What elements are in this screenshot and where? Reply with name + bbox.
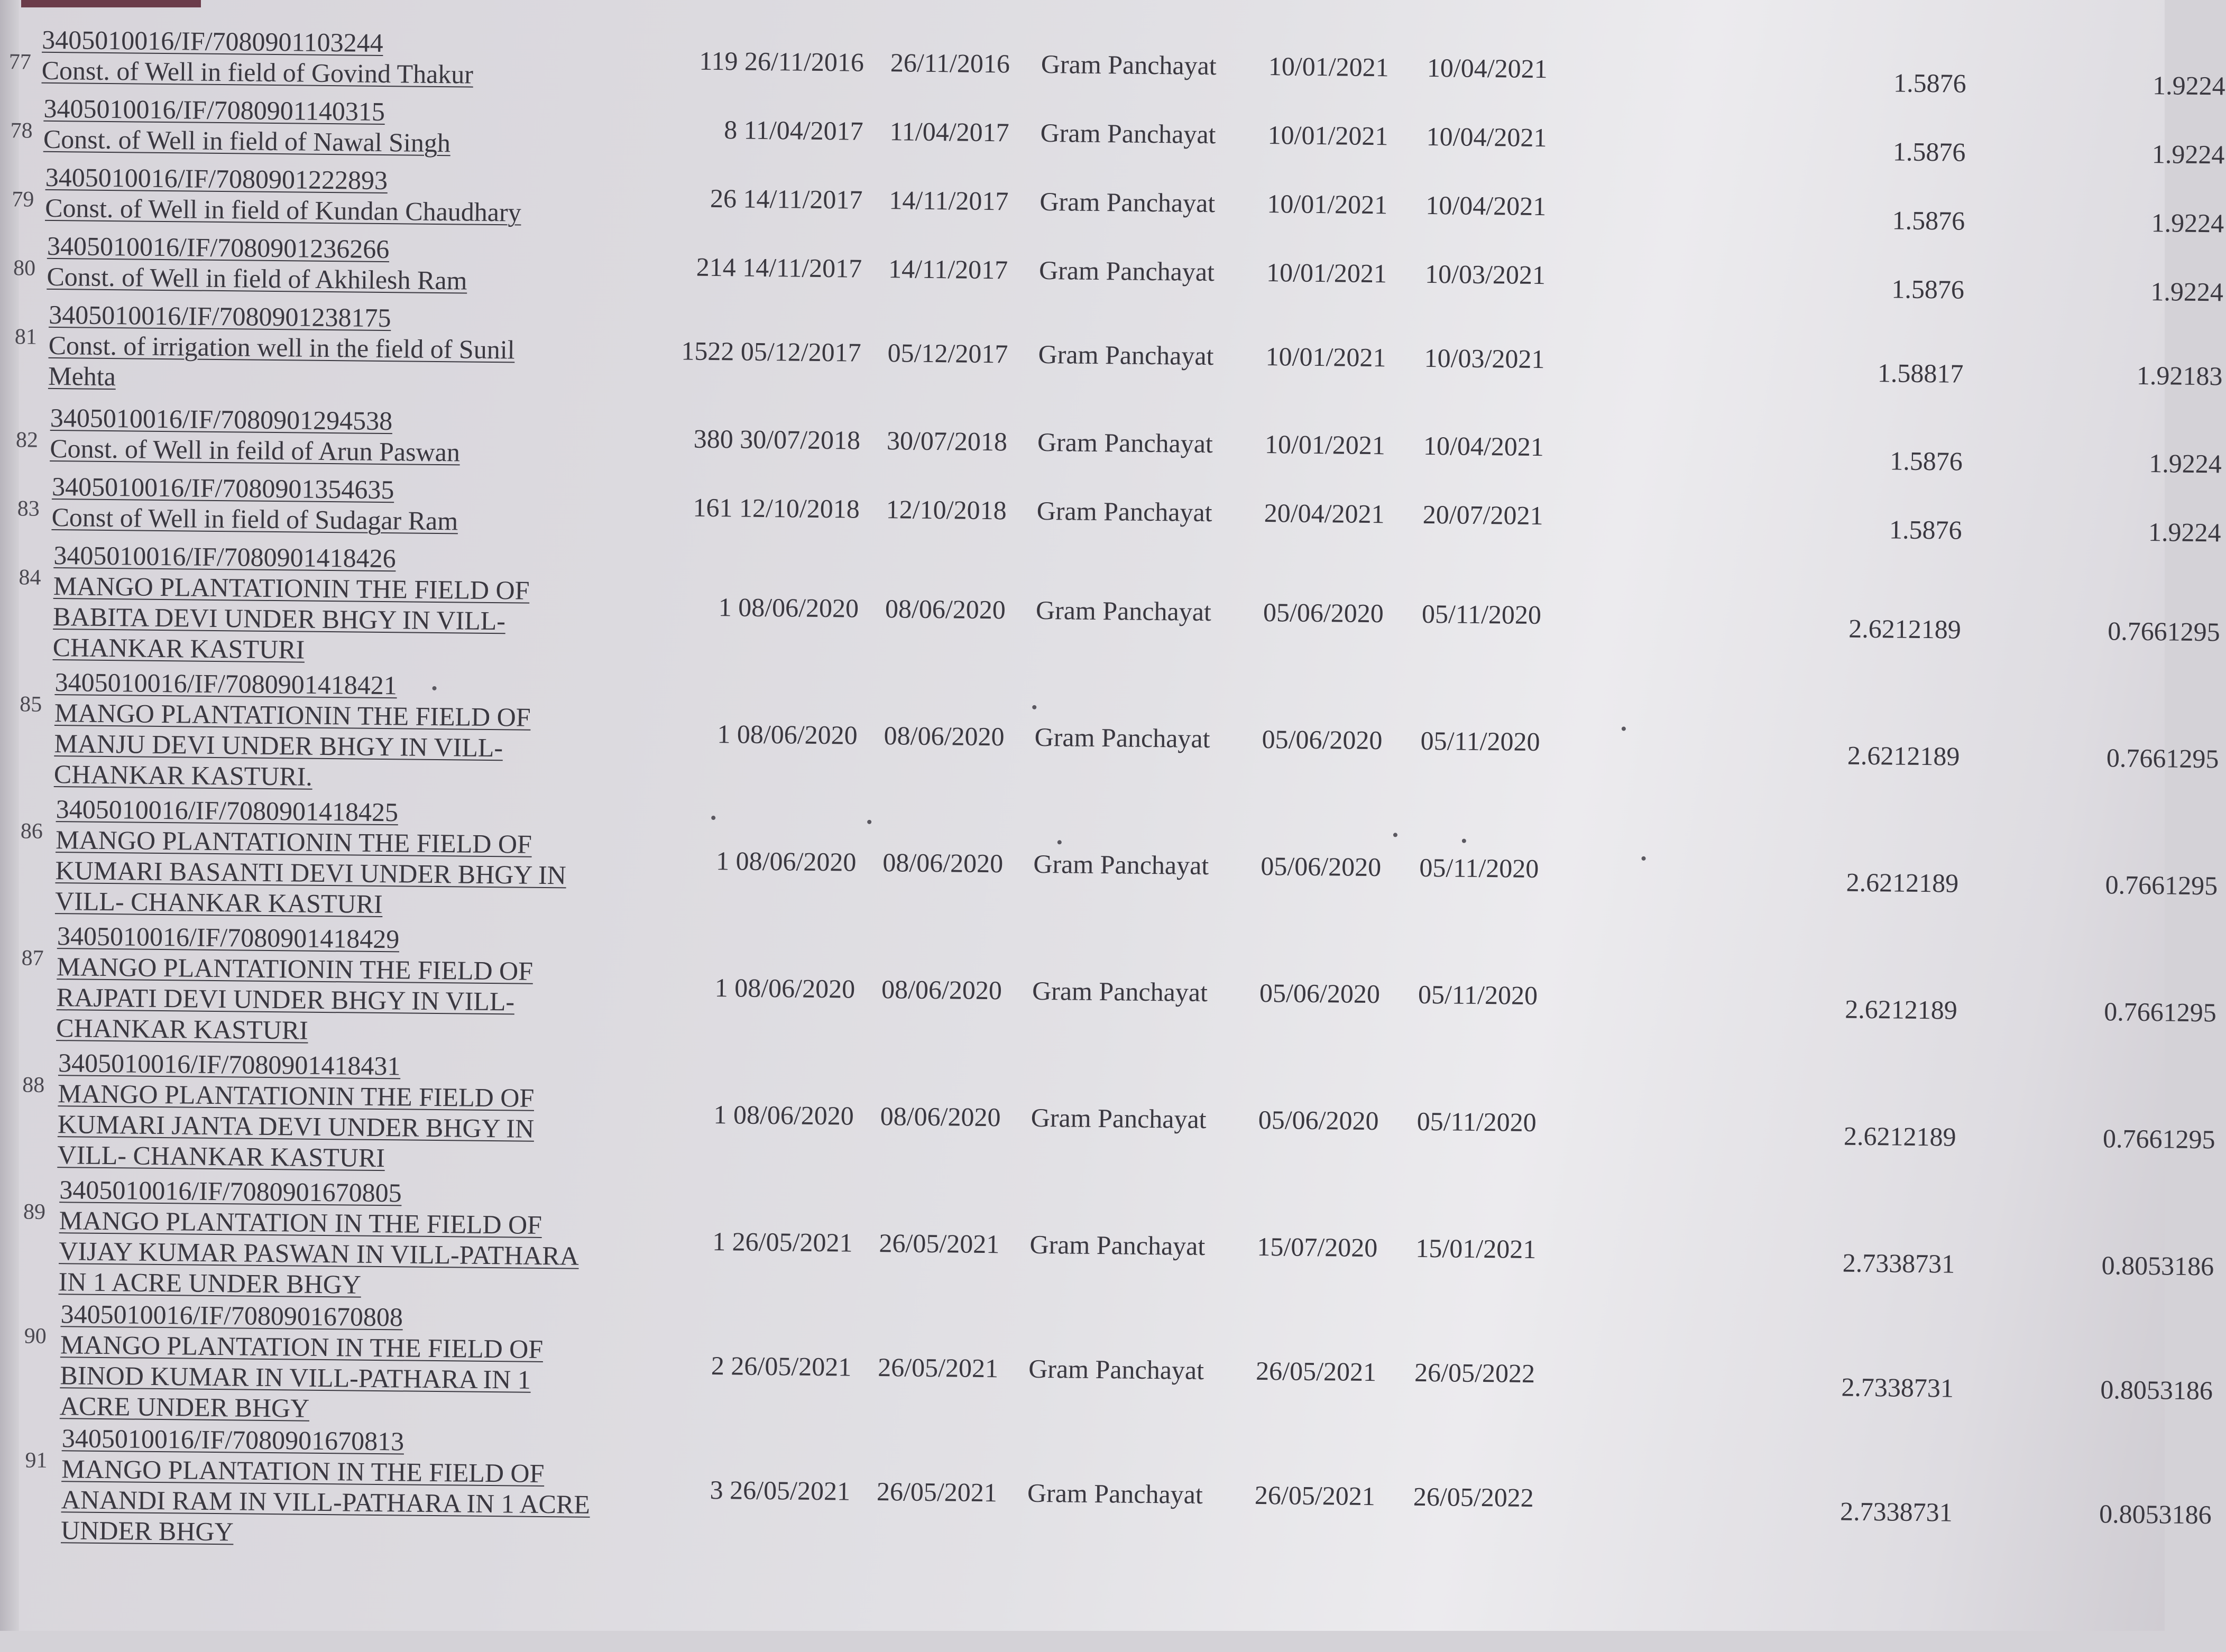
work-description-line: MANGO PLANTATIONIN THE FIELD OF: [58, 1078, 535, 1113]
end-date: 10/04/2021: [1423, 430, 1544, 462]
work-code: 3405010016/IF/7080901222893: [45, 162, 388, 196]
executing-agency: Gram Panchayat: [1028, 1353, 1204, 1385]
amount-value-2: 1.9224: [2149, 448, 2222, 479]
row-serial-number: 91: [25, 1448, 48, 1473]
row-description: [45, 162, 574, 228]
end-date: 10/04/2021: [1427, 52, 1548, 84]
scan-speck: [1622, 727, 1626, 731]
quantity-and-date: 1 08/06/2020: [715, 846, 857, 877]
work-description-line: CHANKAR KASTURI: [52, 632, 305, 665]
start-date: 10/01/2021: [1268, 51, 1389, 82]
row-description: [52, 540, 582, 668]
row-description: [41, 24, 571, 91]
work-code: 3405010016/IF/7080901670808: [60, 1299, 403, 1332]
end-date: 15/01/2021: [1415, 1233, 1537, 1264]
start-date: 10/01/2021: [1266, 257, 1387, 289]
end-date: 05/11/2020: [1418, 979, 1538, 1010]
executing-agency: Gram Panchayat: [1040, 117, 1216, 150]
scan-speck: [1057, 840, 1062, 844]
amount-value-2: 0.8053186: [2100, 1374, 2213, 1406]
work-description-line: Const. of irrigation well in the field of Sunil: [48, 330, 515, 365]
work-code: 3405010016/IF/7080901418425: [56, 794, 399, 827]
quantity-and-date: 1 08/06/2020: [713, 1100, 854, 1131]
end-date: 20/07/2021: [1422, 499, 1543, 531]
work-date: 14/11/2017: [889, 185, 1009, 216]
work-description-line: MANJU DEVI UNDER BHGY IN VILL-: [54, 728, 503, 763]
start-date: 05/06/2020: [1261, 851, 1382, 882]
work-description-line: Const. of Well in field of Nawal Singh: [43, 124, 451, 158]
row-description: [51, 471, 581, 538]
start-date: 10/01/2021: [1267, 189, 1388, 220]
amount-value-1: 2.6212189: [1847, 740, 1960, 771]
row-serial-number: 90: [24, 1324, 47, 1349]
quantity-and-date: 1 08/06/2020: [718, 592, 859, 623]
end-date: 10/03/2021: [1424, 343, 1545, 374]
amount-value-2: 0.7661295: [2104, 996, 2217, 1028]
amount-value-2: 0.7661295: [2105, 870, 2218, 901]
start-date: 15/07/2020: [1257, 1231, 1378, 1263]
row-description: [50, 402, 579, 469]
end-date: 10/04/2021: [1426, 121, 1547, 153]
work-code: 3405010016/IF/7080901238175: [49, 299, 391, 333]
executing-agency: Gram Panchayat: [1027, 1478, 1203, 1509]
executing-agency: Gram Panchayat: [1038, 339, 1214, 371]
amount-value-1: 2.7338731: [1839, 1496, 1953, 1527]
amount-value-2: 0.8053186: [2101, 1250, 2214, 1281]
quantity-and-date: 26 14/11/2017: [710, 183, 863, 215]
work-description-line: BINOD KUMAR IN VILL-PATHARA IN 1: [60, 1360, 531, 1395]
amount-value-2: 0.7661295: [2106, 743, 2219, 774]
row-description: [61, 1423, 591, 1551]
work-date: 08/06/2020: [882, 847, 1004, 879]
quantity-and-date: 3 26/05/2021: [710, 1475, 851, 1506]
work-code: 3405010016/IF/7080901418431: [58, 1048, 401, 1081]
work-description-line: RAJPATI DEVI UNDER BHGY IN VILL-: [56, 982, 515, 1017]
executing-agency: Gram Panchayat: [1031, 1102, 1207, 1134]
start-date: 26/05/2021: [1255, 1355, 1377, 1387]
row-description: [47, 230, 576, 297]
executing-agency: Gram Panchayat: [1032, 975, 1208, 1008]
work-description-line: ANANDI RAM IN VILL-PATHARA IN 1 ACRE: [61, 1484, 591, 1519]
row-serial-number: 80: [13, 256, 36, 281]
work-code: 3405010016/IF/7080901670813: [61, 1423, 404, 1456]
end-date: 05/11/2020: [1421, 598, 1542, 630]
work-description-line: VILL- CHANKAR KASTURI: [54, 886, 383, 919]
work-code: 3405010016/IF/7080901140315: [43, 93, 385, 126]
row-serial-number: 77: [8, 50, 32, 75]
row-description: [57, 1047, 587, 1175]
row-description: [55, 793, 585, 921]
work-description-line: CHANKAR KASTURI.: [53, 759, 313, 791]
executing-agency: Gram Panchayat: [1029, 1229, 1206, 1261]
scan-speck: [433, 686, 437, 690]
scan-speck: [1462, 839, 1466, 843]
executing-agency: Gram Panchayat: [1035, 595, 1212, 627]
work-date: 26/11/2016: [890, 48, 1010, 79]
amount-value-2: 1.9224: [2148, 517, 2221, 548]
work-description-line: KUMARI JANTA DEVI UNDER BHGY IN: [57, 1109, 535, 1143]
work-date: 26/05/2021: [879, 1228, 1000, 1259]
row-serial-number: 89: [23, 1199, 46, 1224]
work-description-line: Const. of Well in field of Kundan Chaudhary: [44, 192, 521, 227]
amount-value-1: 1.5876: [1892, 205, 1965, 236]
start-date: 26/05/2021: [1254, 1480, 1376, 1511]
start-date: 05/06/2020: [1263, 597, 1384, 629]
work-description-line: MANGO PLANTATIONIN THE FIELD OF: [57, 952, 533, 986]
start-date: 05/06/2020: [1259, 977, 1381, 1009]
amount-value-2: 1.9224: [2151, 139, 2225, 170]
work-description-line: CHANKAR KASTURI: [56, 1013, 309, 1045]
scan-speck: [711, 816, 715, 820]
executing-agency: Gram Panchayat: [1036, 495, 1212, 528]
end-date: 05/11/2020: [1420, 725, 1540, 757]
work-code: 3405010016/IF/7080901103244: [42, 24, 383, 58]
row-description: [48, 299, 578, 396]
scan-speck: [1393, 833, 1397, 837]
row-description: [60, 1298, 590, 1426]
work-date: 14/11/2017: [888, 254, 1008, 285]
executing-agency: Gram Panchayat: [1037, 427, 1213, 459]
row-serial-number: 84: [19, 565, 41, 590]
work-date: 08/06/2020: [885, 594, 1006, 625]
work-code: 3405010016/IF/7080901236266: [47, 230, 390, 264]
amount-value-1: 2.6212189: [1846, 867, 1959, 898]
quantity-and-date: 8 11/04/2017: [724, 115, 863, 146]
executing-agency: Gram Panchayat: [1038, 255, 1215, 287]
scan-speck: [867, 820, 871, 824]
row-serial-number: 78: [10, 118, 33, 143]
work-description-line: Mehta: [48, 361, 116, 392]
work-description-line: UNDER BHGY: [60, 1515, 234, 1547]
quantity-and-date: 380 30/07/2018: [693, 423, 861, 455]
quantity-and-date: 1 08/06/2020: [714, 973, 856, 1004]
executing-agency: Gram Panchayat: [1033, 848, 1209, 881]
work-code: 3405010016/IF/7080901418429: [57, 921, 400, 954]
work-description-line: IN 1 ACRE UNDER BHGY: [58, 1267, 362, 1299]
start-date: 05/06/2020: [1258, 1104, 1379, 1136]
amount-value-2: 1.92183: [2136, 360, 2223, 391]
work-description-line: Const. of Well in feild of Arun Paswan: [50, 433, 461, 467]
work-date: 08/06/2020: [884, 721, 1005, 752]
work-date: 11/04/2017: [889, 116, 1009, 147]
amount-value-1: 1.5876: [1891, 274, 1965, 304]
amount-value-2: 1.9224: [2150, 276, 2224, 307]
quantity-and-date: 1 26/05/2021: [712, 1226, 853, 1258]
row-description: [58, 1174, 588, 1302]
row-serial-number: 82: [15, 428, 39, 453]
row-serial-number: 85: [19, 692, 42, 717]
work-description-line: MANGO PLANTATION IN THE FIELD OF: [61, 1454, 545, 1489]
end-date: 10/03/2021: [1424, 259, 1546, 290]
end-date: 05/11/2020: [1416, 1106, 1537, 1137]
work-date: 26/05/2021: [876, 1476, 998, 1508]
end-date: 26/05/2022: [1413, 1481, 1534, 1512]
work-date: 08/06/2020: [881, 974, 1002, 1005]
work-description-line: MANGO PLANTATIONIN THE FIELD OF: [54, 698, 531, 732]
scan-speck: [1032, 705, 1036, 709]
amount-value-2: 1.9224: [2152, 70, 2225, 101]
start-date: 10/01/2021: [1265, 342, 1386, 373]
work-date: 08/06/2020: [880, 1101, 1001, 1132]
start-date: 10/01/2021: [1267, 120, 1388, 151]
amount-value-2: 0.7661295: [2102, 1123, 2215, 1155]
quantity-and-date: 214 14/11/2017: [696, 252, 862, 283]
row-serial-number: 79: [12, 187, 34, 212]
start-date: 05/06/2020: [1262, 724, 1383, 755]
amount-value-1: 1.5876: [1893, 68, 1966, 98]
amount-value-1: 1.58817: [1877, 358, 1964, 389]
start-date: 20/04/2021: [1264, 497, 1385, 529]
row-description: [54, 667, 584, 795]
end-date: 26/05/2022: [1414, 1357, 1535, 1388]
amount-value-1: 2.6212189: [1848, 613, 1962, 644]
work-description-line: VIJAY KUMAR PASWAN IN VILL-PATHARA: [59, 1236, 579, 1271]
amount-value-1: 1.5876: [1890, 446, 1963, 476]
work-description-line: Const. of Well in field of Govind Thakur: [41, 55, 474, 89]
work-date: 12/10/2018: [886, 494, 1007, 525]
quantity-and-date: 119 26/11/2016: [699, 45, 864, 77]
work-description-line: MANGO PLANTATIONIN THE FIELD OF: [55, 825, 532, 859]
executing-agency: Gram Panchayat: [1040, 186, 1216, 218]
executing-agency: Gram Panchayat: [1034, 722, 1210, 754]
work-description-line: MANGO PLANTATION IN THE FIELD OF: [59, 1205, 542, 1240]
amount-value-2: 0.8053186: [2099, 1499, 2212, 1530]
work-description-line: MANGO PLANTATIONIN THE FIELD OF: [53, 571, 530, 605]
quantity-and-date: 161 12/10/2018: [693, 492, 860, 524]
work-description-line: VILL- CHANKAR KASTURI: [57, 1140, 385, 1173]
quantity-and-date: 1522 05/12/2017: [681, 336, 861, 367]
row-serial-number: 88: [22, 1073, 45, 1097]
row-description: [43, 93, 573, 160]
start-date: 10/01/2021: [1264, 429, 1386, 460]
amount-value-2: 0.7661295: [2107, 616, 2220, 647]
executing-agency: Gram Panchayat: [1041, 49, 1217, 81]
work-description-line: BABITA DEVI UNDER BHGY IN VILL-: [53, 602, 506, 636]
work-date: 30/07/2018: [886, 426, 1008, 457]
work-date: 26/05/2021: [877, 1352, 999, 1383]
work-description-line: Const of Well in field of Sudagar Ram: [51, 502, 458, 536]
work-description-line: KUMARI BASANTI DEVI UNDER BHGY IN: [55, 855, 567, 890]
row-serial-number: 83: [17, 496, 40, 521]
scan-speck: [1642, 856, 1646, 861]
work-description-line: Const. of Well in field of Akhilesh Ram: [47, 261, 467, 296]
work-code: 3405010016/IF/7080901354635: [51, 471, 394, 505]
row-description: [56, 920, 586, 1048]
work-description-line: MANGO PLANTATION IN THE FIELD OF: [60, 1330, 544, 1364]
amount-value-1: 2.6212189: [1845, 994, 1958, 1025]
amount-value-1: 1.5876: [1889, 514, 1962, 545]
quantity-and-date: 2 26/05/2021: [711, 1351, 852, 1382]
row-serial-number: 86: [20, 819, 43, 844]
amount-value-1: 1.5876: [1892, 136, 1966, 167]
amount-value-1: 2.6212189: [1843, 1121, 1956, 1152]
amount-value-2: 1.9224: [2151, 208, 2224, 238]
quantity-and-date: 1 08/06/2020: [717, 719, 858, 750]
amount-value-1: 2.7338731: [1841, 1372, 1954, 1403]
end-date: 05/11/2020: [1419, 852, 1539, 884]
row-serial-number: 81: [14, 325, 38, 349]
amount-value-1: 2.7338731: [1842, 1248, 1955, 1279]
work-code: 3405010016/IF/7080901418426: [53, 540, 396, 574]
work-code: 3405010016/IF/7080901670805: [59, 1175, 402, 1208]
end-date: 10/04/2021: [1425, 190, 1547, 222]
work-code: 3405010016/IF/7080901418421: [54, 667, 398, 700]
work-date: 05/12/2017: [887, 338, 1008, 369]
work-description-line: ACRE UNDER BHGY: [59, 1391, 310, 1423]
row-serial-number: 87: [21, 946, 44, 971]
work-code: 3405010016/IF/7080901294538: [50, 402, 393, 436]
